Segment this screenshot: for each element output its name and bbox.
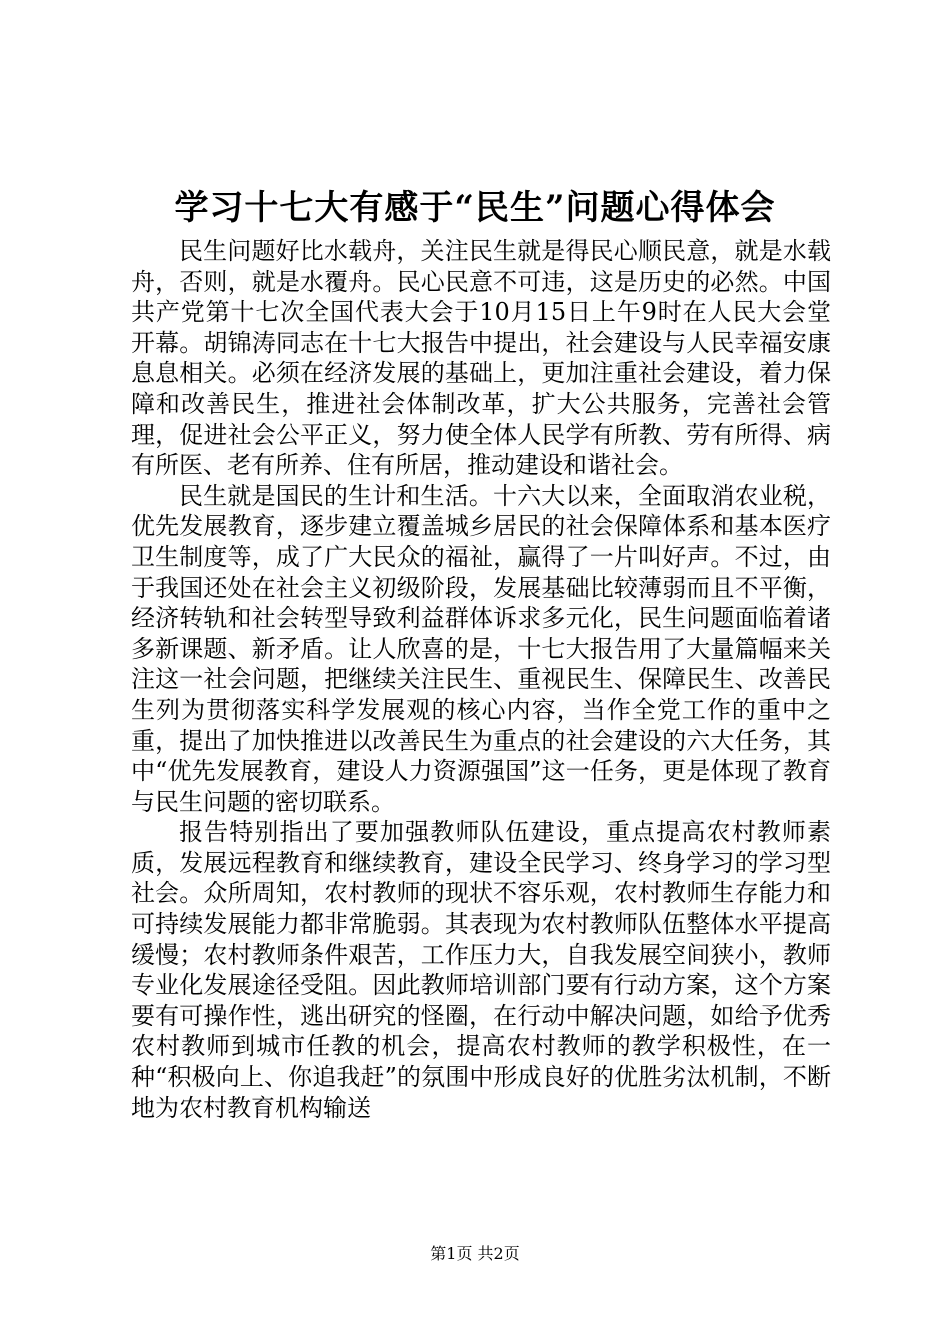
paragraph-1: 民生问题好比水载舟，关注民生就是得民心顺民意，就是水载舟，否则，就是水覆舟。民心民意不可违，这是历史的必然。中国共产党第十七次全国代表大会于10月15日上午9时在人民大会堂开幕。胡锦涛同志在十七大报告中提出，社会建设与人民幸福安康息息相关。必须在经济发展的基础上，更加注重社会建设，着力保障和改善民生，推进社会体制改革，扩大公共服务，完善社会管理，促进社会公平正义，努力使全体人民学有所教、劳有所得、病有所医、老有所养、住有所居，推动建设和谐社会。 [131, 237, 831, 480]
paragraph-2: 民生就是国民的生计和生活。十六大以来，全面取消农业税，优先发展教育，逐步建立覆盖城乡居民的社会保障体系和基本医疗卫生制度等，成了广大民众的福祉，赢得了一片叫好声。不过，由于我国还处在社会主义初级阶段，发展基础比较薄弱而且不平衡，经济转轨和社会转型导致利益群体诉求多元化，民生问题面临着诸多新课题、新矛盾。让人欣喜的是，十七大报告用了大量篇幅来关注这一社会问题，把继续关注民生、重视民生、保障民生、改善民生列为贯彻落实科学发展观的核心内容，当作全党工作的重中之重，提出了加快推进以改善民生为重点的社会建设的六大任务，其中“优先发展教育，建设人力资源强国”这一任务，更是体现了教育与民生问题的密切联系。 [131, 481, 831, 816]
page-number-footer: 第1页 共2页 [430, 1244, 520, 1263]
paragraph-3: 报告特别指出了要加强教师队伍建设，重点提高农村教师素质，发展远程教育和继续教育，建设全民学习、终身学习的学习型社会。众所周知，农村教师的现状不容乐观，农村教师生存能力和可持续发展能力都非常脆弱。其表现为农村教师队伍整体水平提高缓慢；农村教师条件艰苦，工作压力大，自我发展空间狭小，教师专业化发展途径受阻。因此教师培训部门要有行动方案，这个方案要有可操作性，逃出研究的怪圈，在行动中解决问题，如给予优秀农村教师到城市任教的机会，提高农村教师的教学积极性，在一种“积极向上、你追我赶”的氛围中形成良好的优胜劣汰机制，不断地为农村教育机构输送 [131, 818, 831, 1122]
document-title: 学习十七大有感于“民生”问题心得体会 [174, 188, 776, 228]
document-body [131, 236, 831, 1123]
